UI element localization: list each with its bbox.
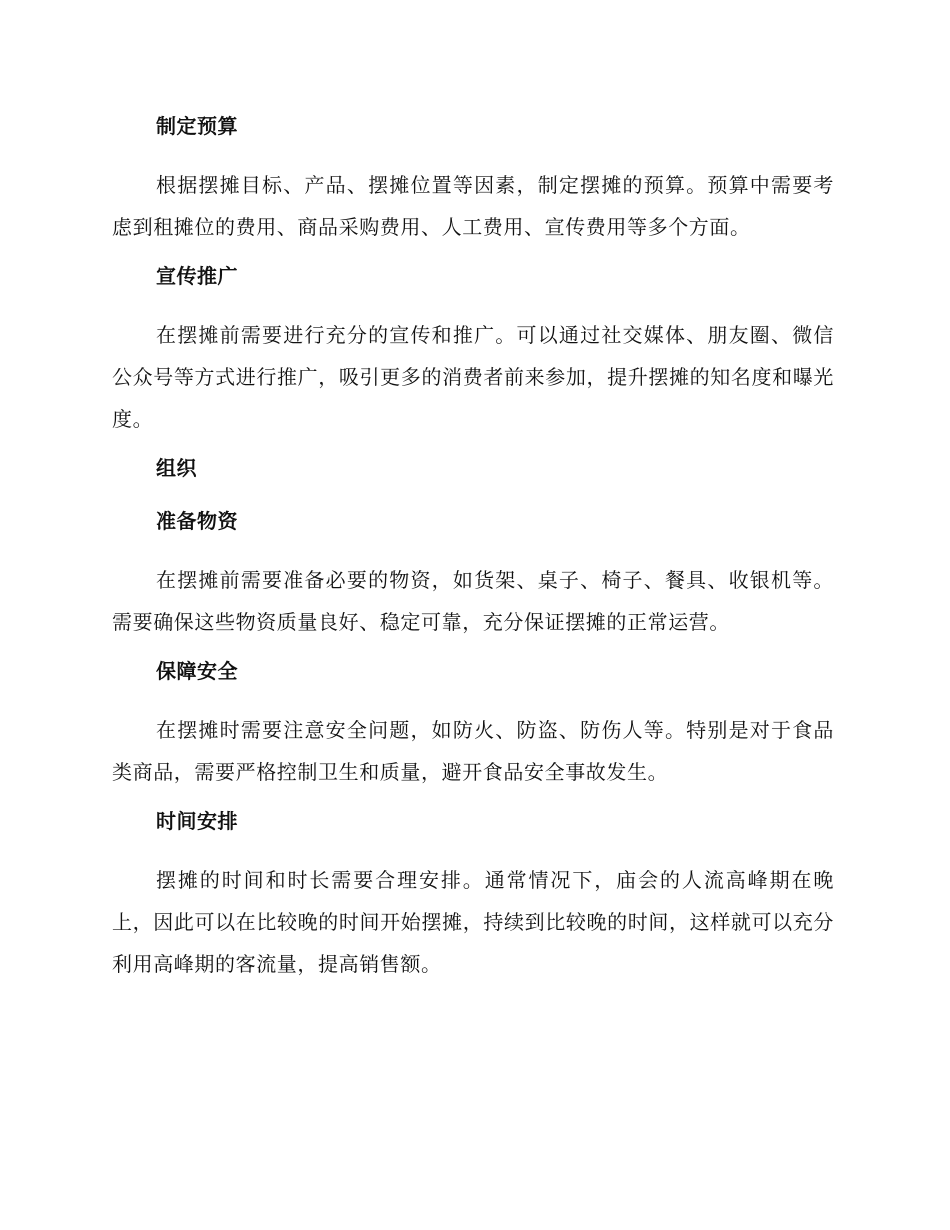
- section-heading-schedule: 时间安排: [156, 809, 238, 833]
- section-heading-promotion: 宣传推广: [156, 264, 238, 288]
- section-heading-budget: 制定预算: [156, 114, 238, 138]
- section-heading-organization: 组织: [156, 456, 197, 480]
- section-paragraph-safety: 在摆摊时需要注意安全问题，如防火、防盗、防伤人等。特别是对于食品类商品，需要严格控制卫生和质量，避开食品安全事故发生。: [112, 718, 834, 784]
- document-content: [112, 111, 834, 998]
- section-paragraph-promotion: 在摆摊前需要进行充分的宣传和推广。可以通过社交媒体、朋友圈、微信公众号等方式进行推广，吸引更多的消费者前来参加，提升摆摊的知名度和曝光度。: [112, 323, 834, 431]
- section-paragraph-budget: 根据摆摊目标、产品、摆摊位置等因素，制定摆摊的预算。预算中需要考虑到租摊位的费用、商品采购费用、人工费用、宣传费用等多个方面。: [112, 173, 834, 239]
- section-heading-supplies: 准备物资: [156, 509, 238, 533]
- section-heading-safety: 保障安全: [156, 659, 238, 683]
- section-paragraph-supplies: 在摆摊前需要准备必要的物资，如货架、桌子、椅子、餐具、收银机等。需要确保这些物资质量良好、稳定可靠，充分保证摆摊的正常运营。: [112, 568, 834, 634]
- section-paragraph-schedule: 摆摊的时间和时长需要合理安排。通常情况下，庙会的人流高峰期在晚上，因此可以在比较晚的时间开始摆摊，持续到比较晚的时间，这样就可以充分利用高峰期的客流量，提高销售额。: [112, 868, 834, 976]
